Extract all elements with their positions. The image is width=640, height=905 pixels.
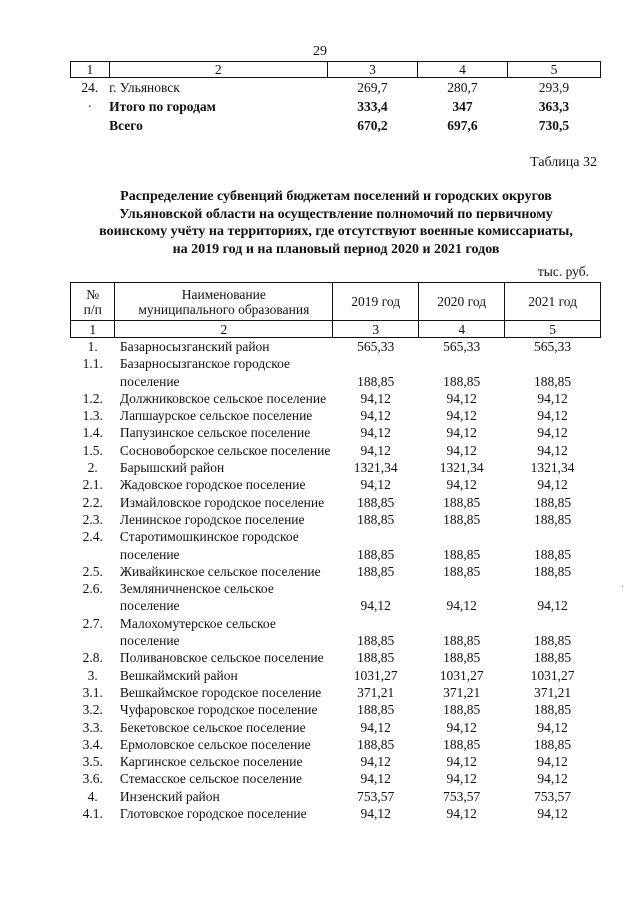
table-row	[71, 563, 601, 580]
title-line: Распределение субвенций бюджетам поселений и городских округов	[120, 189, 552, 204]
row-number: 24.	[81, 80, 99, 95]
row-number: 2.6.	[82, 581, 103, 597]
municipality-name-line: поселение	[119, 546, 180, 562]
table-row	[71, 78, 601, 98]
row-number: 1.1.	[82, 356, 103, 372]
municipality-name	[115, 355, 333, 390]
row-number: ·	[87, 99, 93, 114]
value-2021: 1321,34	[530, 460, 575, 476]
value-2020: 697,6	[447, 118, 478, 133]
municipality-name-line: Барышский район	[119, 460, 225, 476]
main-table-header-row	[71, 283, 601, 321]
municipality-name-line: Ермоловское сельское поселение	[119, 736, 311, 752]
table-row	[71, 459, 601, 476]
value-2019: 371,21	[357, 684, 395, 700]
municipality-name	[115, 788, 333, 805]
municipality-name-line: поселение	[119, 598, 180, 614]
value-2021: 753,57	[534, 788, 572, 804]
value-2019: 94,12	[360, 390, 391, 406]
municipality-name	[115, 615, 333, 650]
municipality-name	[115, 528, 333, 563]
municipality-name	[115, 719, 333, 736]
municipality-name	[115, 770, 333, 787]
municipality-name-line: Жадовское городское поселение	[119, 477, 306, 493]
column-number-1: 1	[71, 321, 115, 338]
value-2020: 188,85	[443, 511, 481, 527]
header-2019: 2019 год	[333, 283, 419, 321]
municipality-name	[115, 684, 333, 701]
value-2021: 188,85	[534, 702, 572, 718]
top-header-col-3: 3	[327, 62, 417, 78]
row-name: Итого по городам	[109, 99, 216, 114]
municipality-name	[115, 701, 333, 718]
column-number-5: 5	[505, 321, 601, 338]
municipality-name-line: Базарносызганский район	[119, 339, 270, 354]
municipality-name-line: Вешкаймское городское поселение	[119, 684, 322, 700]
table-row	[71, 424, 601, 441]
municipality-name-line: Инзенский район	[119, 788, 220, 804]
top-header-col-2: 2	[109, 62, 327, 78]
title-line: воинскому учёту на территориях, где отсутствуют военные комиссариаты,	[99, 224, 573, 239]
table-row	[71, 407, 601, 424]
municipality-name	[115, 338, 333, 356]
municipality-name-line: Земляничненское сельское	[119, 581, 274, 597]
value-2021: 188,85	[534, 736, 572, 752]
municipality-name-line: Измайловское городское поселение	[119, 494, 325, 510]
table-row	[71, 788, 601, 805]
municipality-name-line: Чуфаровское городское поселение	[119, 702, 318, 718]
header-2020: 2020 год	[419, 283, 505, 321]
header-number-line2: п/п	[83, 301, 102, 317]
municipality-name-line: Каргинское сельское поселение	[119, 754, 303, 770]
value-2021: 188,85	[534, 546, 572, 562]
municipality-name-line: Малохомутерское сельское	[119, 615, 276, 631]
table-row	[71, 684, 601, 701]
value-2021: 293,9	[538, 80, 570, 95]
value-2019: 188,85	[357, 373, 395, 389]
value-2020: 94,12	[446, 390, 477, 406]
header-number	[71, 283, 115, 321]
page-number: 29	[313, 44, 327, 59]
value-2021: 565,33	[534, 339, 572, 354]
value-2019: 188,85	[357, 511, 395, 527]
value-2020: 94,12	[446, 425, 477, 441]
value-2019: 94,12	[360, 442, 391, 458]
municipality-name-line: Должниковское сельское поселение	[119, 390, 327, 406]
municipality-name	[115, 580, 333, 615]
municipality-name-line: Ленинское городское поселение	[119, 511, 305, 527]
row-number: 3.1.	[82, 684, 103, 700]
value-2020: 371,21	[443, 684, 481, 700]
municipality-name	[115, 424, 333, 441]
table-row	[71, 97, 601, 116]
value-2020: 94,12	[446, 408, 477, 424]
value-2021: 94,12	[537, 442, 568, 458]
municipality-name-line: поселение	[119, 633, 180, 649]
table-row	[71, 753, 601, 770]
row-number: 3.3.	[82, 719, 103, 735]
row-number: 4.1.	[82, 806, 103, 822]
row-number: 4.	[87, 788, 98, 804]
title-line: на 2019 год и на плановый период 2020 и 2021 годов	[172, 241, 500, 257]
value-2019: 753,57	[357, 788, 395, 804]
row-number: 3.4.	[82, 736, 103, 752]
value-2020: 1321,34	[439, 460, 484, 476]
top-header-col-1: 1	[71, 62, 110, 78]
scan-mark: ˙	[621, 585, 625, 596]
row-number: 1.3.	[82, 408, 103, 424]
value-2019: 94,12	[360, 425, 391, 441]
row-number: 1.5.	[82, 442, 103, 458]
top-table-header-row	[71, 62, 601, 78]
value-2019: 94,12	[360, 719, 391, 735]
top-header-col-5: 5	[507, 62, 600, 78]
table-label: Таблица 32	[530, 155, 597, 170]
row-number: 3.2.	[82, 702, 103, 718]
municipality-name-line: Стемасское сельское поселение	[119, 771, 303, 787]
municipality-name-line: Поливановское сельское поселение	[119, 650, 324, 666]
table-row	[71, 770, 601, 787]
value-2021: 188,85	[534, 511, 572, 527]
value-2020: 347	[452, 99, 473, 114]
municipality-name	[115, 390, 333, 407]
value-2019: 269,7	[357, 80, 388, 95]
header-name	[115, 283, 333, 321]
table-row	[71, 494, 601, 511]
table-row	[71, 476, 601, 493]
row-number: 1.4.	[82, 425, 103, 441]
value-2020: 94,12	[446, 719, 477, 735]
value-2021: 188,85	[534, 650, 572, 666]
value-2020: 94,12	[446, 598, 477, 614]
municipality-name-line: поселение	[119, 373, 180, 389]
value-2021: 1031,27	[530, 667, 575, 683]
value-2021: 94,12	[537, 598, 568, 614]
value-2021: 94,12	[537, 754, 568, 770]
value-2021: 94,12	[537, 806, 568, 822]
municipality-name	[115, 511, 333, 528]
row-number: 2.8.	[82, 650, 103, 666]
municipality-name	[115, 442, 333, 459]
table-row	[71, 390, 601, 407]
table-row	[71, 116, 601, 135]
value-2020: 188,85	[443, 563, 481, 579]
previous-table-continuation	[70, 61, 601, 135]
row-number: 2.2.	[82, 494, 103, 510]
column-number-2: 2	[115, 321, 333, 338]
value-2020: 94,12	[446, 754, 477, 770]
header-number-line1: №	[86, 286, 100, 302]
municipality-name-line: Базарносызганское городское	[119, 356, 291, 372]
header-2021: 2021 год	[505, 283, 601, 321]
value-2020: 188,85	[443, 736, 481, 752]
row-number: 3.6.	[82, 771, 103, 787]
value-2019: 94,12	[360, 477, 391, 493]
value-2019: 670,2	[357, 118, 388, 133]
value-2019: 1031,27	[353, 667, 398, 683]
municipality-name	[115, 667, 333, 684]
value-2020: 188,85	[443, 702, 481, 718]
value-2020: 94,12	[446, 806, 477, 822]
value-2019: 188,85	[357, 702, 395, 718]
value-2021: 94,12	[537, 408, 568, 424]
value-2020: 753,57	[443, 788, 481, 804]
value-2019: 94,12	[360, 806, 391, 822]
municipality-name	[115, 476, 333, 493]
table-row	[71, 805, 601, 822]
value-2019: 188,85	[357, 494, 395, 510]
value-2019: 188,85	[357, 563, 395, 579]
table-row	[71, 338, 601, 356]
value-2021: 94,12	[537, 771, 568, 787]
value-2020: 188,85	[443, 650, 481, 666]
value-2019: 188,85	[357, 546, 395, 562]
value-2021: 94,12	[537, 425, 568, 441]
value-2020: 1031,27	[439, 667, 484, 683]
value-2020: 94,12	[446, 442, 477, 458]
municipality-name-line: Живайкинское сельское поселение	[119, 563, 321, 579]
value-2021: 730,5	[538, 118, 570, 133]
municipality-name	[115, 563, 333, 580]
municipality-name	[115, 494, 333, 511]
value-2020: 94,12	[446, 477, 477, 493]
value-2019: 188,85	[357, 736, 395, 752]
value-2020: 188,85	[443, 494, 481, 510]
row-number: 2.1.	[82, 477, 103, 493]
value-2019: 94,12	[360, 754, 391, 770]
value-2020: 188,85	[443, 633, 481, 649]
value-2021: 188,85	[534, 373, 572, 389]
table-row	[71, 649, 601, 666]
column-number-4: 4	[419, 321, 505, 338]
value-2020: 188,85	[443, 546, 481, 562]
value-2019: 94,12	[360, 408, 391, 424]
table-row	[71, 580, 601, 615]
municipality-name-line: Сосновоборское сельское поселение	[119, 442, 331, 458]
row-name: г. Ульяновск	[109, 80, 180, 95]
municipality-name-line: Вешкаймский район	[119, 667, 238, 683]
municipality-name-line: Глотовское городское поселение	[119, 806, 307, 822]
value-2021: 188,85	[534, 563, 572, 579]
table-row	[71, 615, 601, 650]
row-number: 2.	[87, 460, 98, 476]
value-2019: 1321,34	[353, 460, 398, 476]
row-number: 2.7.	[82, 615, 103, 631]
value-2020: 94,12	[446, 771, 477, 787]
table-row	[71, 719, 601, 736]
table-row	[71, 442, 601, 459]
row-number: 2.4.	[82, 529, 103, 545]
municipality-name-line: Старотимошкинское городское	[119, 529, 299, 545]
row-number: 3.5.	[82, 754, 103, 770]
municipality-name	[115, 753, 333, 770]
units-label: тыс. руб.	[537, 264, 589, 279]
row-number: 2.5.	[82, 563, 103, 579]
table-row	[71, 736, 601, 753]
header-name-line1: Наименование	[181, 286, 266, 302]
row-name: Всего	[109, 118, 143, 133]
main-table-column-numbers	[71, 321, 601, 338]
table-row	[71, 701, 601, 718]
table-title	[70, 188, 602, 258]
header-name-line2: муниципального образования	[138, 301, 310, 317]
value-2021: 371,21	[534, 684, 572, 700]
value-2019: 333,4	[357, 99, 388, 114]
municipality-name	[115, 805, 333, 822]
value-2021: 94,12	[537, 477, 568, 493]
table-row	[71, 667, 601, 684]
municipality-name	[115, 459, 333, 476]
value-2021: 94,12	[537, 719, 568, 735]
row-number: 2.3.	[82, 511, 103, 527]
subvention-table	[70, 282, 601, 822]
municipality-name	[115, 649, 333, 666]
value-2021: 188,85	[534, 494, 572, 510]
value-2021: 188,85	[534, 633, 572, 649]
table-row	[71, 528, 601, 563]
table-row	[71, 511, 601, 528]
value-2021: 363,3	[538, 99, 570, 114]
value-2019: 94,12	[360, 598, 391, 614]
value-2020: 188,85	[443, 373, 481, 389]
value-2019: 188,85	[357, 633, 395, 649]
municipality-name	[115, 407, 333, 424]
title-line: Ульяновской области на осуществление полномочий по первичному	[119, 206, 553, 222]
value-2020: 280,7	[447, 80, 478, 95]
value-2019: 565,33	[357, 339, 395, 354]
row-number: 1.	[87, 339, 98, 354]
column-number-3: 3	[333, 321, 419, 338]
municipality-name-line: Лапшаурское сельское поселение	[119, 408, 313, 424]
value-2021: 94,12	[537, 390, 568, 406]
value-2019: 188,85	[357, 650, 395, 666]
value-2020: 565,33	[443, 339, 481, 354]
table-row	[71, 355, 601, 390]
top-header-col-4: 4	[417, 62, 507, 78]
value-2019: 94,12	[360, 771, 391, 787]
municipality-name	[115, 736, 333, 753]
municipality-name-line: Бекетовское сельское поселение	[119, 719, 306, 735]
row-number	[71, 116, 110, 135]
municipality-name-line: Папузинское сельское поселение	[119, 425, 311, 441]
row-number: 3.	[87, 667, 98, 683]
row-number: 1.2.	[82, 390, 103, 406]
